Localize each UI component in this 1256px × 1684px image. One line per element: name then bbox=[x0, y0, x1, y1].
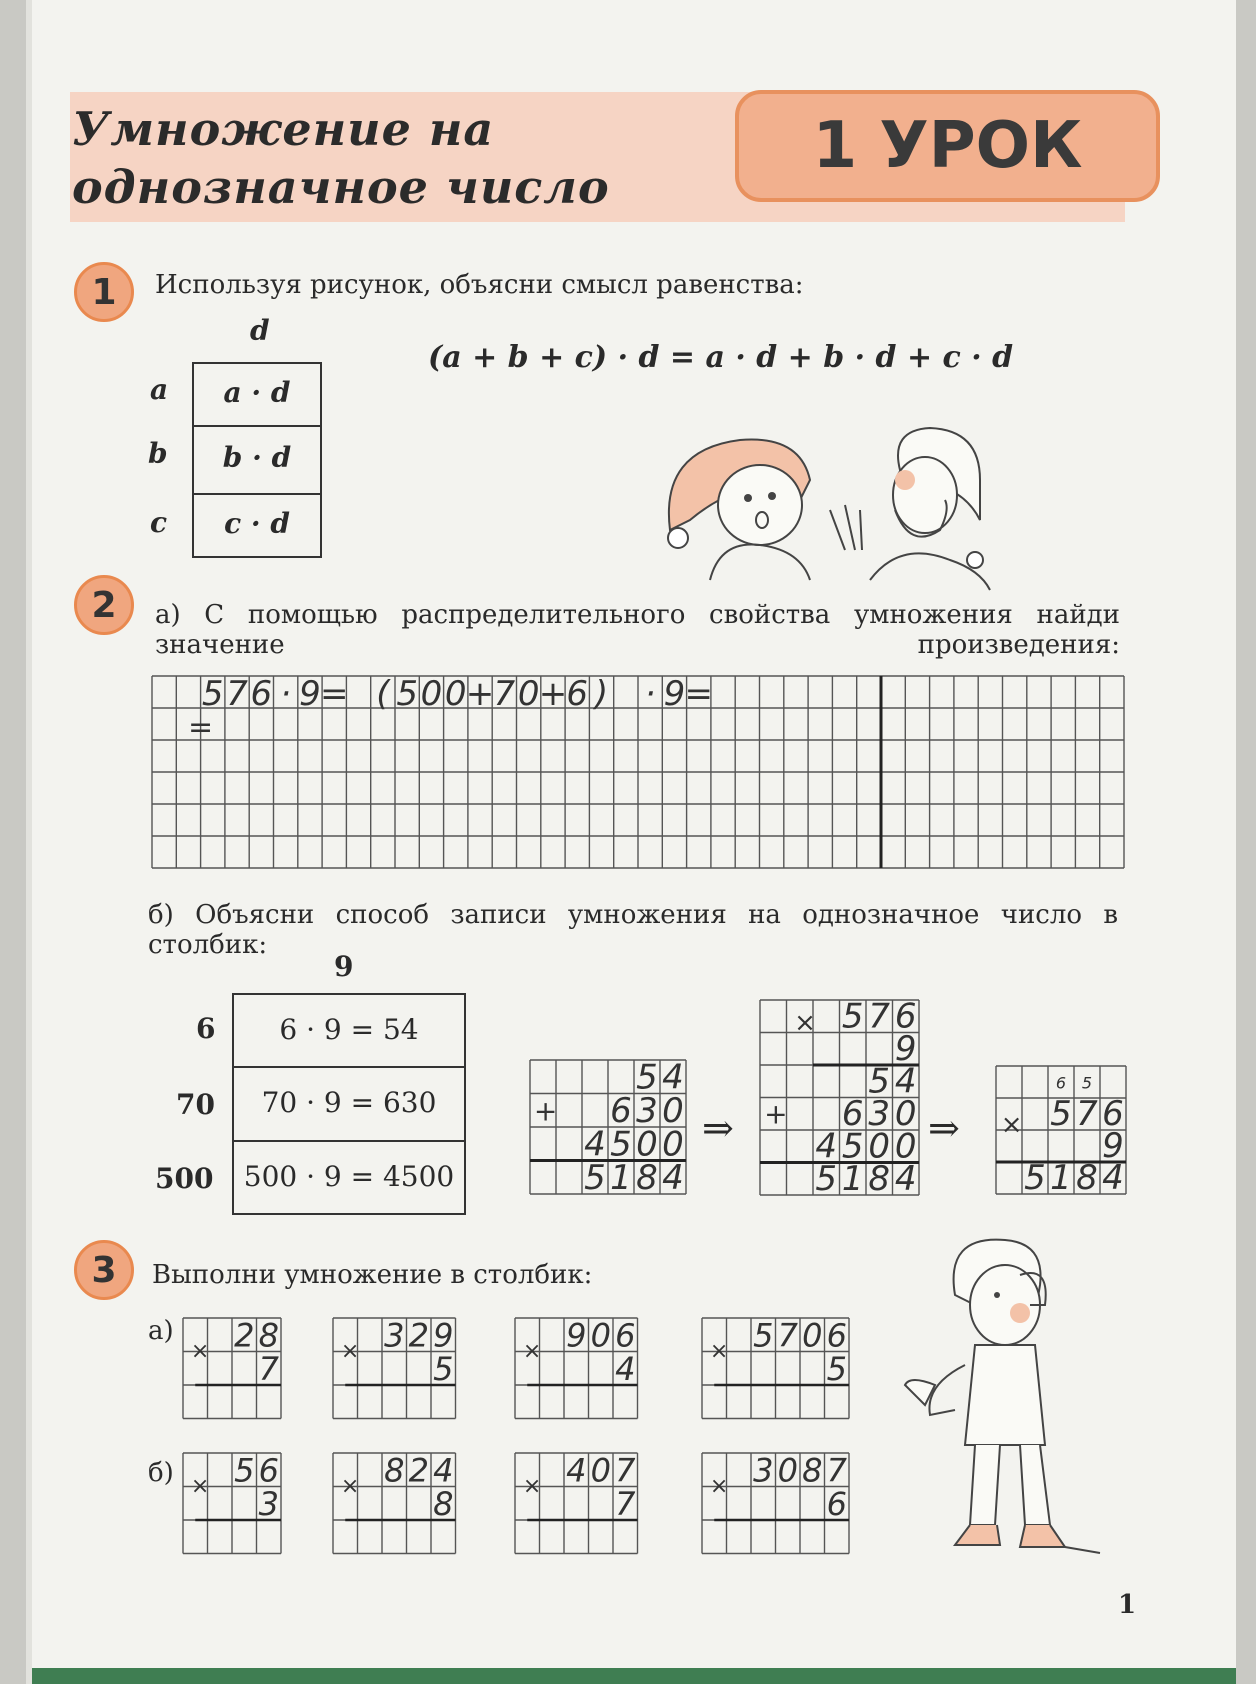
handwritten-char: 1 bbox=[610, 1157, 632, 1198]
task2-cell-500-text: 500 · 9 = 4500 bbox=[243, 1160, 455, 1193]
handwritten-char: 5 bbox=[841, 1126, 864, 1167]
handwritten-char: 4 bbox=[894, 1159, 917, 1200]
task1-cell-c-text: c · d bbox=[224, 507, 290, 540]
handwritten-char: 8 bbox=[1076, 1158, 1098, 1199]
multiplication-exercise bbox=[702, 1451, 849, 1553]
grid-line1-char: ) bbox=[594, 673, 609, 714]
task2-side-500: 500 bbox=[155, 1162, 214, 1195]
multiplication-exercise bbox=[333, 1451, 456, 1553]
handwritten-char: 0 bbox=[894, 1126, 917, 1167]
handwritten-char: 8 bbox=[384, 1451, 405, 1490]
handwritten-char: 5 bbox=[636, 1057, 658, 1098]
times-sign: × bbox=[190, 1474, 210, 1500]
task1-side-a: a bbox=[150, 373, 169, 406]
handwritten-char: 4 bbox=[894, 1061, 917, 1102]
grid-line1-char: 5 bbox=[201, 673, 224, 714]
handwritten-char: 8 bbox=[868, 1159, 891, 1200]
task3-text: Выполни умножение в столбик: bbox=[152, 1260, 593, 1290]
grid-line1-char: 7 bbox=[493, 673, 516, 714]
handwritten-char: 2 bbox=[408, 1316, 429, 1355]
handwritten-char: 4 bbox=[815, 1126, 838, 1167]
grid-line1-char: 0 bbox=[444, 673, 467, 714]
task1-side-c: c bbox=[150, 506, 168, 539]
task1-equation: (a + b + c) · d = a · d + b · d + c · d bbox=[428, 340, 1014, 375]
handwritten-char: 0 bbox=[802, 1316, 823, 1355]
task2-arrow-2: ⇒ bbox=[928, 1106, 960, 1150]
handwritten-char: 0 bbox=[662, 1124, 684, 1165]
task1-top-label: d bbox=[250, 314, 270, 347]
handwritten-char: 8 bbox=[258, 1316, 279, 1355]
task1-cell-b-text: b · d bbox=[222, 441, 292, 474]
times-sign: × bbox=[340, 1339, 360, 1365]
gnome-horn-illustration bbox=[925, 1235, 1105, 1565]
handwritten-char: 7 bbox=[1076, 1094, 1098, 1135]
handwritten-char: 5 bbox=[433, 1349, 454, 1388]
grid-line1-char: = bbox=[320, 673, 349, 714]
times-sign: × bbox=[1000, 1110, 1023, 1141]
handwritten-char: 8 bbox=[636, 1157, 658, 1198]
task2-cell-70-text: 70 · 9 = 630 bbox=[261, 1086, 437, 1119]
grid-line1-char: 7 bbox=[226, 673, 248, 714]
grid-line1-char: 5 bbox=[396, 673, 418, 714]
grid-line1-char: 9 bbox=[663, 673, 686, 714]
handwritten-char: 9 bbox=[1102, 1126, 1124, 1167]
handwritten-char: 8 bbox=[802, 1451, 823, 1490]
handwritten-char: 5 bbox=[826, 1349, 847, 1388]
handwritten-char: 4 bbox=[662, 1057, 684, 1098]
handwritten-char: 4 bbox=[615, 1349, 636, 1388]
handwritten-char: 7 bbox=[868, 996, 891, 1037]
grid-line1-char: 6 bbox=[566, 673, 589, 714]
handwritten-char: 5 bbox=[584, 1157, 606, 1198]
page-number: 1 bbox=[1118, 1590, 1137, 1620]
carry-digit: 6 bbox=[1055, 1073, 1067, 1093]
handwritten-char: 0 bbox=[636, 1124, 658, 1165]
handwritten-char: 1 bbox=[1050, 1158, 1072, 1199]
task3-label-a: а) bbox=[148, 1316, 174, 1346]
grid-line2-char: = bbox=[188, 709, 214, 745]
handwritten-char: 4 bbox=[1102, 1158, 1124, 1199]
carry-digit: 5 bbox=[1081, 1073, 1093, 1093]
task2-part-b-text: б) Объясни способ записи умножения на однозначное число в столбик: bbox=[148, 900, 1118, 960]
handwritten-char: 4 bbox=[584, 1124, 606, 1165]
task1-text: Используя рисунок, объясни смысл равенства: bbox=[155, 270, 804, 300]
handwritten-char: 9 bbox=[433, 1316, 454, 1355]
task2-side-6: 6 bbox=[196, 1012, 216, 1045]
handwritten-char: 4 bbox=[662, 1157, 684, 1198]
handwritten-char: 3 bbox=[258, 1484, 279, 1523]
grid-line1-char: + bbox=[538, 673, 568, 714]
task3-number: 3 bbox=[74, 1240, 134, 1300]
task2-side-70: 70 bbox=[176, 1088, 215, 1121]
lesson-badge: 1 УРОК bbox=[735, 90, 1160, 202]
handwritten-char: 6 bbox=[258, 1451, 279, 1490]
handwritten-char: 0 bbox=[590, 1451, 611, 1490]
handwritten-char: 2 bbox=[234, 1316, 255, 1355]
handwritten-char: 0 bbox=[777, 1451, 798, 1490]
handwritten-char: 5 bbox=[234, 1451, 255, 1490]
multiplication-exercise bbox=[515, 1316, 638, 1418]
handwritten-char: 5 bbox=[815, 1159, 838, 1200]
handwritten-char: 7 bbox=[615, 1484, 636, 1523]
task2-part-a-text: а) С помощью распределительного свойства умножения найди значение произведения: bbox=[155, 600, 1120, 660]
handwritten-char: 7 bbox=[615, 1451, 636, 1490]
grid-line1-char: 0 bbox=[517, 673, 540, 714]
title-line-1: Умножение на bbox=[72, 102, 495, 156]
handwritten-char: 7 bbox=[826, 1451, 847, 1490]
plus-sign: + bbox=[764, 1097, 788, 1131]
task1-number: 1 bbox=[74, 262, 134, 322]
title-line-2: однозначное число bbox=[72, 160, 610, 214]
task3-label-b: б) bbox=[148, 1458, 174, 1488]
handwritten-char: 0 bbox=[868, 1126, 891, 1167]
handwritten-char: 6 bbox=[894, 996, 917, 1037]
handwritten-char: 5 bbox=[1024, 1158, 1046, 1199]
times-sign: × bbox=[794, 1007, 816, 1038]
multiplication-exercise bbox=[333, 1316, 456, 1418]
handwritten-char: 9 bbox=[894, 1029, 917, 1070]
task2-cell-6-text: 6 · 9 = 54 bbox=[279, 1013, 419, 1046]
times-sign: × bbox=[190, 1339, 210, 1365]
grid-line1-char: 9 bbox=[299, 673, 321, 714]
handwritten-char: 7 bbox=[777, 1316, 798, 1355]
handwritten-char: 5 bbox=[1050, 1094, 1072, 1135]
handwritten-char: 2 bbox=[408, 1451, 429, 1490]
handwritten-char: 8 bbox=[433, 1484, 454, 1523]
task2-top-label: 9 bbox=[334, 950, 354, 983]
multiplication-exercise bbox=[515, 1451, 638, 1553]
multiplication-exercise bbox=[183, 1316, 281, 1418]
handwritten-char: 5 bbox=[753, 1316, 774, 1355]
times-sign: × bbox=[340, 1474, 360, 1500]
handwritten-char: 3 bbox=[753, 1451, 774, 1490]
handwritten-char: 6 bbox=[841, 1094, 864, 1135]
handwritten-char: 3 bbox=[868, 1094, 891, 1135]
grid-line1-char: = bbox=[684, 673, 713, 714]
times-sign: × bbox=[522, 1339, 542, 1365]
handwritten-char: 5 bbox=[868, 1061, 891, 1102]
times-sign: × bbox=[709, 1474, 729, 1500]
handwritten-char: 7 bbox=[258, 1349, 279, 1388]
multiplication-exercise bbox=[183, 1451, 281, 1553]
handwritten-char: 0 bbox=[590, 1316, 611, 1355]
grid-line1-char: 0 bbox=[420, 673, 443, 714]
handwritten-char: 6 bbox=[610, 1090, 632, 1131]
handwritten-char: 0 bbox=[894, 1094, 917, 1135]
times-sign: × bbox=[522, 1474, 542, 1500]
handwritten-char: 6 bbox=[826, 1484, 847, 1523]
task2-number: 2 bbox=[74, 575, 134, 635]
handwritten-char: 6 bbox=[615, 1316, 636, 1355]
times-sign: × bbox=[709, 1339, 729, 1365]
handwritten-char: 9 bbox=[566, 1316, 587, 1355]
grid-line1-char: · bbox=[280, 673, 292, 714]
task1-cell-a-text: a · d bbox=[223, 376, 291, 409]
handwritten-char: 5 bbox=[841, 996, 864, 1037]
grid-line1-char: ( bbox=[376, 673, 390, 714]
task2-arrow-1: ⇒ bbox=[702, 1106, 734, 1150]
grid-line1-char: 6 bbox=[250, 673, 273, 714]
handwritten-char: 5 bbox=[610, 1124, 632, 1165]
grid-line1-char: + bbox=[465, 673, 495, 714]
handwritten-char: 6 bbox=[826, 1316, 847, 1355]
handwritten-char: 3 bbox=[636, 1090, 658, 1131]
grid-line1-char: · bbox=[644, 673, 656, 714]
handwritten-char: 4 bbox=[566, 1451, 587, 1490]
handwritten-char: 0 bbox=[662, 1090, 684, 1131]
plus-sign: + bbox=[533, 1094, 558, 1128]
handwritten-char: 1 bbox=[841, 1159, 864, 1200]
handwritten-char: 3 bbox=[384, 1316, 405, 1355]
handwritten-char: 6 bbox=[1102, 1094, 1124, 1135]
multiplication-exercise bbox=[702, 1316, 849, 1418]
task1-side-b: b bbox=[148, 437, 168, 470]
handwritten-char: 4 bbox=[433, 1451, 454, 1490]
